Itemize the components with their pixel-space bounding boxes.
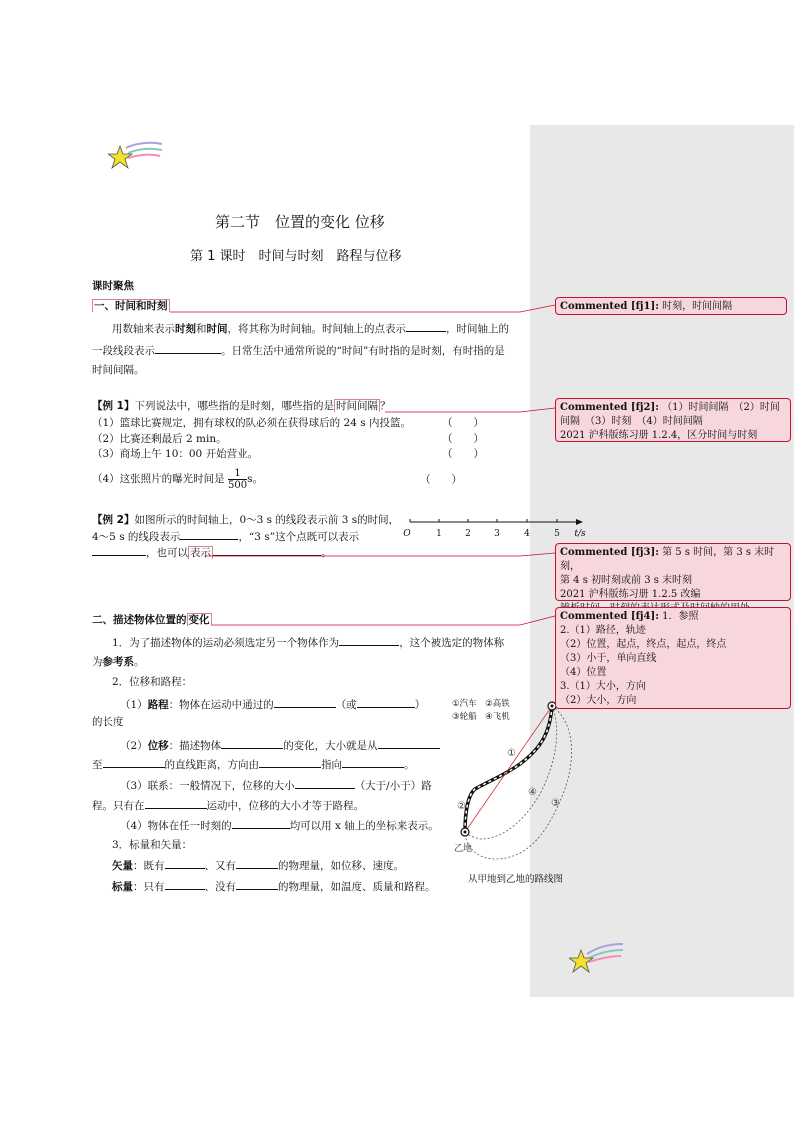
paragraph: 一段线段表示 。日常生活中通常所说的“时间”有时指的是时刻，有时指的是 <box>92 342 505 359</box>
route-marker: ③ <box>551 798 560 809</box>
route-legend: ③轮船 ④飞机 <box>452 712 510 722</box>
route-marker: ④ <box>528 787 537 798</box>
paragraph: 至 的直线距离，方向由 指向 。 <box>92 756 415 773</box>
paragraph: 时间间隔。 <box>92 364 145 376</box>
answer-paren[interactable]: （ ） <box>442 433 484 445</box>
example1-question: （3）商场上午 10：00 开始营业。 <box>92 448 259 460</box>
example2-line: 【例 2】如图所示的时间轴上，0～3 s 的线段表示前 3 s的时间， <box>92 514 400 526</box>
route-marker: ② <box>457 801 466 812</box>
page-title: 第二节 位置的变化 位移 <box>215 213 385 231</box>
paragraph: 标量：只有 、没有 的物理量，如温度、质量和路程。 <box>112 878 436 895</box>
paragraph: 1．为了描述物体的运动必须选定另一个物体作为 ，这个被选定的物体称 <box>112 634 504 651</box>
route-legend: ①汽车 ②高铁 <box>452 699 510 709</box>
axis-unit-label: t/s <box>574 529 586 539</box>
axis-tick-label: 1 <box>436 529 442 539</box>
section-focus-heading: 课时聚焦 <box>92 280 134 292</box>
axis-tick-label: 4 <box>524 529 530 539</box>
example1-question: （4）这张照片的曝光时间是 $\frac{1}{500}$ s。 <box>92 467 264 491</box>
paragraph: 用数轴来表示时刻和时间，将其称为时间轴。时间轴上的点表示 ，时间轴上的 <box>112 320 509 337</box>
comment-fj3[interactable]: Commented [fj3]: 第 5 s 时间，第 3 s 末时刻， 第 4 s 初时刻或前 3 s 末时刻 2021 沪科版练习册 1.2.5 改编 <box>555 543 791 601</box>
axis-tick-label: 3 <box>494 529 500 539</box>
section1-heading: 一、时间和时刻 <box>94 300 168 312</box>
paragraph: 矢量：既有 、又有 的物理量，如位移、速度。 <box>112 857 404 874</box>
answer-paren[interactable]: （ ） <box>420 474 462 486</box>
example1-question: （2）比赛还剩最后 2 min。 <box>92 433 227 445</box>
lesson-subtitle: 第 1 课时 时间与时刻 路程与位移 <box>190 249 402 264</box>
answer-paren[interactable]: （ ） <box>442 417 484 429</box>
paragraph: 3．标量和矢量： <box>112 839 193 851</box>
axis-tick-label: O <box>403 529 411 539</box>
comment-fj2[interactable]: Commented [fj2]: （1）时间间隔 （2）时间 间隔 （3）时刻 （4）时间间隔 2021 沪科版练习册 1.2.4，区分时间与时刻 <box>555 398 791 442</box>
paragraph: 为参考系。 <box>92 656 145 668</box>
section2-heading: 二、描述物体位置的 变化 <box>92 614 210 626</box>
example2-line: ，也可以 表示 。 <box>92 544 332 561</box>
paragraph: 2．位移和路程： <box>112 676 193 688</box>
paragraph: （3）联系：一般情况下，位移的大小 （大于/小于）路 <box>120 777 432 794</box>
route-marker: ① <box>507 748 516 759</box>
diagram-caption: 从甲地到乙地的路线图 <box>468 874 564 885</box>
example1-title: 【例 1】下列说法中，哪些指的是时刻，哪些指的是 时间间隔 ？ <box>92 400 391 412</box>
fraction: $\frac{1}{500}$ <box>228 467 248 491</box>
axis-tick-label: 2 <box>465 529 471 539</box>
axis-tick-label: 5 <box>554 529 560 539</box>
paragraph: （2）位移：描述物体 的变化，大小就是从 <box>120 737 440 754</box>
comment-fj1[interactable]: Commented [fj1]: 时刻，时间间隔 <box>555 297 787 315</box>
paragraph: （1）路程：物体在运动中通过的 （或 ） <box>120 696 425 713</box>
paragraph: 程。只有在 运动中，位移的大小才等于路程。 <box>92 797 364 814</box>
end-label: 乙地 <box>454 844 473 854</box>
paragraph: （4）物体在任一时刻的 均可以用 x 轴上的坐标来表示。 <box>120 817 439 834</box>
answer-paren[interactable]: （ ） <box>442 448 484 460</box>
paragraph: 的长度 <box>92 716 124 728</box>
comment-fj4[interactable]: Commented [fj4]: 1．参照 2.（1）路径，轨迹 （2）位置，起点，终点，起点，终点 （3）小于，单向直线 （4）位置 3.（1）大小，方向 （2）大小，方向 <box>555 607 791 709</box>
example1-question: （1）篮球比赛规定，拥有球权的队必须在获得球后的 24 s 内投篮。 <box>92 417 411 429</box>
example2-line: 4～5 s 的线段表示 ，“3 s”这个点既可以表示 <box>92 528 359 545</box>
